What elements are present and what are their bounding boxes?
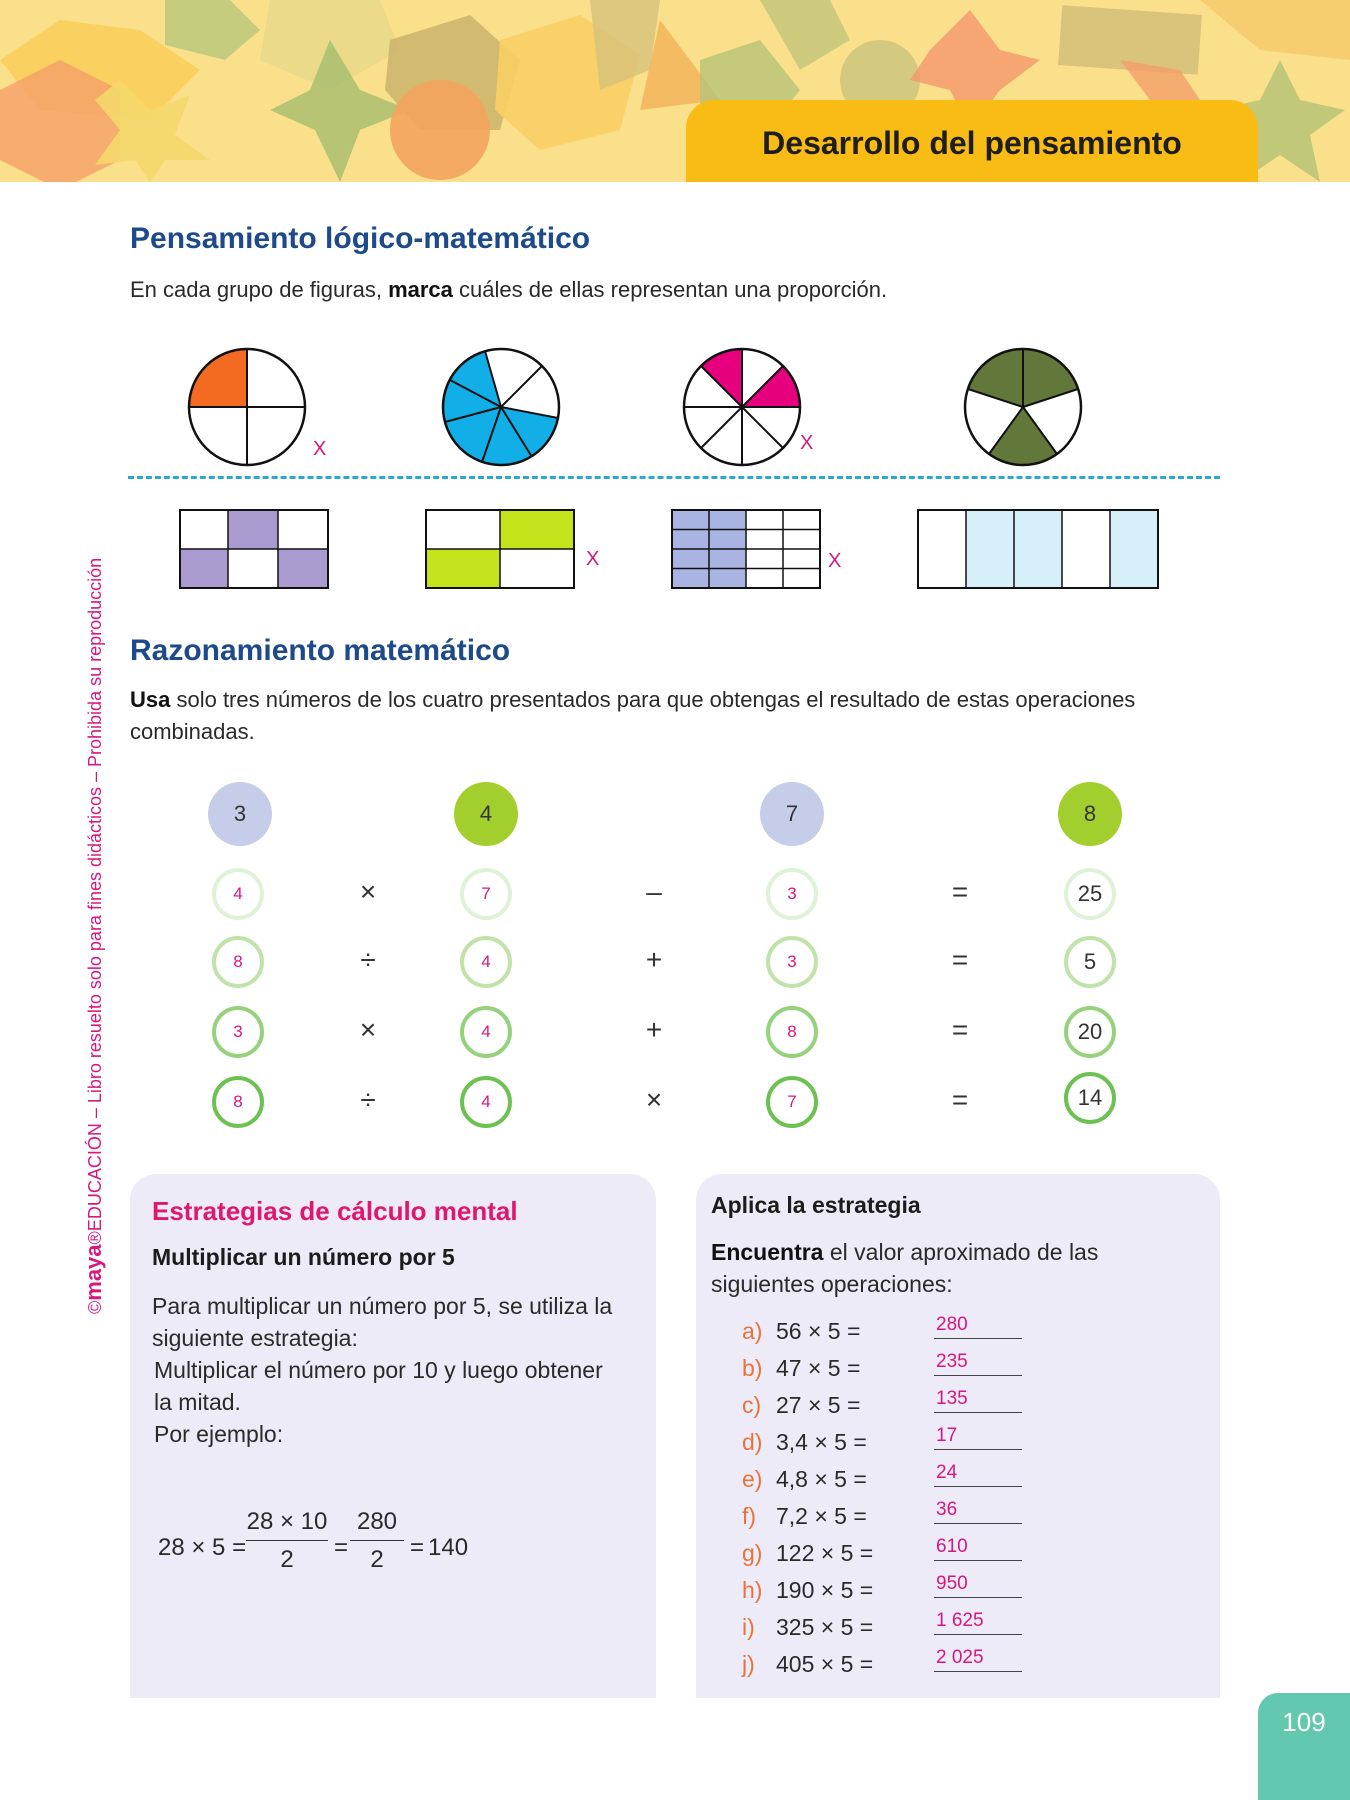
exercise-answer[interactable]: 24 bbox=[934, 1460, 1022, 1487]
fraction-bar-1 bbox=[246, 1540, 328, 1541]
equals-sign: = bbox=[951, 876, 969, 907]
rect-fifths[interactable] bbox=[916, 508, 1160, 590]
copyright-side-note bbox=[82, 474, 107, 1314]
exercise-letter: b) bbox=[742, 1355, 763, 1381]
exercise-letter: e) bbox=[742, 1466, 763, 1492]
formula-denominator-1: 2 bbox=[280, 1546, 294, 1573]
operator: × bbox=[645, 1084, 663, 1115]
exercise-row bbox=[742, 1647, 984, 1683]
ring-answer[interactable]: 7 bbox=[460, 868, 512, 920]
exercise-expression: 3,4 × 5 = bbox=[776, 1429, 867, 1455]
ring-answer[interactable]: 3 bbox=[212, 1006, 264, 1058]
pie-sevenths[interactable] bbox=[440, 346, 562, 468]
dashed-separator bbox=[128, 476, 1220, 479]
ring-answer[interactable]: 8 bbox=[212, 1076, 264, 1128]
exercise-letter: i) bbox=[742, 1614, 755, 1640]
pie-quarters[interactable] bbox=[186, 346, 308, 468]
ring-answer[interactable]: 4 bbox=[460, 1076, 512, 1128]
exercise-row bbox=[742, 1314, 968, 1350]
operator: + bbox=[645, 944, 663, 975]
strategy-step-line2: la mitad. bbox=[154, 1389, 241, 1415]
formula-equals-1: = bbox=[334, 1534, 349, 1561]
exercise-answer[interactable]: 36 bbox=[934, 1497, 1022, 1524]
exercise-answer[interactable]: 950 bbox=[934, 1571, 1022, 1598]
strategy-text-line1: Para multiplicar un número por 5, se utiliza la bbox=[152, 1293, 613, 1319]
ring-result: 20 bbox=[1064, 1006, 1116, 1058]
apply-text-line2: siguientes operaciones: bbox=[711, 1271, 953, 1297]
exercise-answer[interactable]: 235 bbox=[934, 1349, 1022, 1376]
pie-eighths[interactable] bbox=[681, 346, 803, 468]
formula-numerator-2: 280 bbox=[356, 1508, 398, 1535]
equals-sign: = bbox=[951, 1014, 969, 1045]
registered-symbol: ® bbox=[85, 1231, 105, 1245]
strategy-title: Estrategias de cálculo mental bbox=[152, 1196, 518, 1226]
mark-pie-3: X bbox=[800, 432, 814, 454]
exercise-row bbox=[742, 1351, 968, 1387]
ring-answer[interactable]: 3 bbox=[766, 868, 818, 920]
formula-equals-2: = bbox=[410, 1534, 425, 1561]
exercise-answer[interactable]: 280 bbox=[934, 1312, 1022, 1339]
operator: ÷ bbox=[360, 1084, 376, 1115]
exercise-letter: h) bbox=[742, 1577, 763, 1603]
exercise-expression: 325 × 5 = bbox=[776, 1614, 874, 1640]
exercise-expression: 56 × 5 = bbox=[776, 1318, 861, 1344]
rect-quarters[interactable] bbox=[424, 508, 576, 590]
ring-answer[interactable]: 4 bbox=[460, 936, 512, 988]
side-note-text: EDUCACIÓN – Libro resuelto solo para fines didácticos – Prohibida su reproducción bbox=[85, 557, 105, 1232]
equals-sign: = bbox=[951, 1084, 969, 1115]
exercise-expression: 4,8 × 5 = bbox=[776, 1466, 867, 1492]
operator: × bbox=[359, 876, 377, 907]
operator: – bbox=[646, 876, 662, 907]
exercise-row bbox=[742, 1573, 968, 1609]
ring-answer[interactable]: 3 bbox=[766, 936, 818, 988]
exercise-row bbox=[742, 1388, 968, 1424]
apply-panel bbox=[696, 1174, 1220, 1698]
exercise-row bbox=[742, 1425, 958, 1461]
section2-instruction bbox=[130, 684, 1135, 748]
strategy-step-line1: Multiplicar el número por 10 y luego obtener bbox=[154, 1357, 603, 1383]
exercise-answer[interactable]: 1 625 bbox=[934, 1608, 1022, 1635]
mark-rect-3: X bbox=[828, 550, 842, 572]
number-circle-7: 7 bbox=[760, 782, 824, 846]
exercise-letter: g) bbox=[742, 1540, 763, 1566]
rect-sixths[interactable] bbox=[178, 508, 330, 590]
ring-result: 5 bbox=[1064, 936, 1116, 988]
instruction2-bold: Usa bbox=[130, 687, 171, 712]
operator: × bbox=[359, 1014, 377, 1045]
exercise-answer[interactable]: 17 bbox=[934, 1423, 1022, 1450]
exercise-row bbox=[742, 1499, 958, 1535]
page-header-title: Desarrollo del pensamiento bbox=[686, 100, 1258, 182]
exercise-expression: 405 × 5 = bbox=[776, 1651, 874, 1677]
apply-text bbox=[711, 1236, 1201, 1300]
exercise-row bbox=[742, 1610, 984, 1646]
exercise-row bbox=[742, 1536, 968, 1572]
formula-denominator-2: 2 bbox=[370, 1546, 384, 1573]
strategy-step bbox=[154, 1354, 644, 1418]
instruction2-line2: combinadas. bbox=[130, 719, 255, 744]
equals-sign: = bbox=[951, 944, 969, 975]
strategy-text bbox=[152, 1290, 642, 1354]
exercise-expression: 122 × 5 = bbox=[776, 1540, 874, 1566]
fraction-bar-2 bbox=[350, 1540, 404, 1541]
exercise-expression: 190 × 5 = bbox=[776, 1577, 874, 1603]
apply-text-line1: el valor aproximado de las bbox=[823, 1239, 1099, 1265]
number-circle-4: 4 bbox=[454, 782, 518, 846]
exercise-answer[interactable]: 610 bbox=[934, 1534, 1022, 1561]
exercise-expression: 7,2 × 5 = bbox=[776, 1503, 867, 1529]
exercise-letter: a) bbox=[742, 1318, 763, 1344]
exercise-letter: f) bbox=[742, 1503, 757, 1529]
strategy-text-line2: siguiente estrategia: bbox=[152, 1325, 358, 1351]
exercise-answer[interactable]: 2 025 bbox=[934, 1645, 1022, 1672]
rect-grid[interactable] bbox=[670, 508, 822, 590]
ring-result: 25 bbox=[1064, 868, 1116, 920]
number-circle-8: 8 bbox=[1058, 782, 1122, 846]
exercise-letter: d) bbox=[742, 1429, 763, 1455]
pie-fifths[interactable] bbox=[962, 346, 1084, 468]
apply-title: Aplica la estrategia bbox=[711, 1192, 921, 1218]
exercise-answer[interactable]: 135 bbox=[934, 1386, 1022, 1413]
brand-name: maya bbox=[81, 1244, 106, 1301]
instruction-bold: marca bbox=[388, 277, 453, 302]
apply-text-bold: Encuentra bbox=[711, 1239, 824, 1265]
formula-lhs: 28 × 5 = bbox=[158, 1534, 247, 1561]
formula-numerator-1: 28 × 10 bbox=[246, 1508, 328, 1535]
mark-pie-1: X bbox=[313, 438, 327, 460]
number-circle-3: 3 bbox=[208, 782, 272, 846]
mark-rect-2: X bbox=[586, 548, 600, 570]
exercise-letter: j) bbox=[742, 1651, 755, 1677]
instruction-pre: En cada grupo de figuras, bbox=[130, 277, 389, 302]
operator: ÷ bbox=[360, 944, 376, 975]
formula-result: 140 bbox=[428, 1534, 469, 1561]
strategy-panel bbox=[130, 1174, 656, 1698]
section1-instruction bbox=[130, 274, 887, 306]
page-number: 109 bbox=[1258, 1693, 1350, 1800]
operator: + bbox=[645, 1014, 663, 1045]
strategy-subtitle: Multiplicar un número por 5 bbox=[152, 1244, 455, 1270]
exercise-row bbox=[742, 1462, 958, 1498]
section-title-reasoning: Razonamiento matemático bbox=[130, 634, 511, 667]
ring-answer[interactable]: 7 bbox=[766, 1076, 818, 1128]
ring-answer[interactable]: 4 bbox=[212, 868, 264, 920]
exercise-expression: 47 × 5 = bbox=[776, 1355, 861, 1381]
ring-answer[interactable]: 4 bbox=[460, 1006, 512, 1058]
ring-result: 14 bbox=[1064, 1072, 1116, 1124]
copyright-symbol: © bbox=[85, 1300, 105, 1314]
exercise-letter: c) bbox=[742, 1392, 762, 1418]
ring-answer[interactable]: 8 bbox=[212, 936, 264, 988]
example-label: Por ejemplo: bbox=[154, 1421, 284, 1447]
instruction2-line1: solo tres números de los cuatro presentados para que obtengas el resultado de estas operaciones bbox=[170, 687, 1136, 712]
instruction-post: cuáles de ellas representan una proporción. bbox=[452, 277, 888, 302]
section-title-logic: Pensamiento lógico-matemático bbox=[130, 222, 591, 255]
exercise-expression: 27 × 5 = bbox=[776, 1392, 861, 1418]
ring-answer[interactable]: 8 bbox=[766, 1006, 818, 1058]
